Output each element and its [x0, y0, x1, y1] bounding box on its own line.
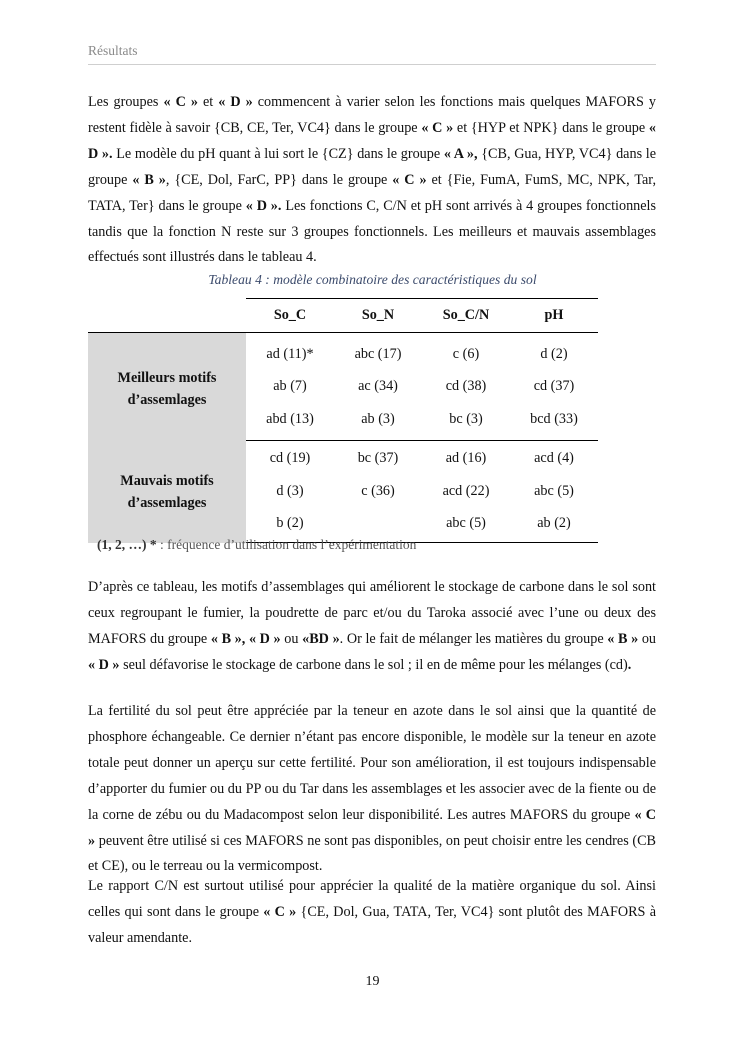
table-cell: ab (7) [273, 378, 307, 395]
table-cell: abd (13) [246, 403, 334, 440]
table-row [88, 333, 598, 371]
table-cell: bc (3) [422, 403, 510, 440]
header-cell: So_C [246, 299, 334, 333]
header-rule [88, 64, 656, 65]
table-cell: ad (11)* [266, 345, 314, 362]
table-cell: abc (5) [534, 482, 574, 499]
table-cell: abc (5) [422, 508, 510, 543]
table-cell: ab (2) [510, 508, 598, 543]
header-cell: pH [510, 299, 598, 333]
paragraph-cn-ratio: Le rapport C/N est surtout utilisé pour apprécier la qualité de la matière organique du sol. Ainsi celles qui sont dans le groupe « C » {CE, Dol, Gua, TATA, Ter, VC4} sont plutôt des MAFORS à valeur amendante. [88, 878, 657, 946]
table-cell: cd (37) [533, 378, 575, 395]
table-row [88, 440, 598, 475]
header-cell: So_N [334, 299, 422, 333]
paragraph-fertility: La fertilité du sol peut être appréciée par la teneur en azote dans le sol ainsi que la quantité de phosphore échangeable. Ce dernier n’étant pas encore disponible, le modèle sur la teneur en azote totale peut donner un aperçu sur cette fertilité. Pour son amélioration, il est toujours indispensable d’apporter du fumier ou du PP ou du Tar dans les assemblages et les associer avec de la fiente ou de la corne de zébu ou du Madacompost selon leur disponibilité. Les autres MAFORS du groupe « C » peuvent être utilisé si ces MAFORS ne sont pas disponibles, on peut choisir entre les cendres (CB et CE), ou le terreau ou la vermicompost. [88, 703, 656, 875]
table-cell: acd (22) [442, 482, 490, 499]
table-cell: d (2) [540, 345, 568, 362]
paragraph-groups: Les groupes « C » et « D » commencent à varier selon les fonctions mais quelques MAFORS y restent fidèle à savoir {CB, CE, Ter, VC4} dans le groupe « C » et {HYP et NPK} dans le groupe « D ». Le modèle du pH quant à lui sort le {CZ} dans le groupe « A », {CB, Gua, HYP, VC4} dans le groupe « B », {CE, Dol, FarC, PP} dans le groupe « C » et {Fie, FumA, FumS, MC, NPK, Tar, TATA, Ter} dans le groupe « D ». Les fonctions C, C/N et pH sont arrivés à 4 groupes fonctionnels tandis que la fonction N reste sur 3 groupes fonctionnels. Les meilleurs et mauvais assemblages effectués sont illustrés dans le tableau 4. [88, 94, 657, 266]
header-cell: So_C/N [422, 299, 510, 333]
table-cell: abc (17) [354, 345, 402, 362]
bad-group-label: Mauvais motifs d’assemlages [88, 440, 246, 543]
paragraph-carbon: D’après ce tableau, les motifs d’assemblages qui améliorent le stockage de carbone dans le sol sont ceux regroupant le fumier, la poudrette de parc et/ou du Taroka associé avec l’une ou deux des MAFORS du groupe « B », « D » ou «BD ». Or le fait de mélanger les matières du groupe « B » ou « D » seul défavorise le stockage de carbone dans le sol ; il en de même pour les mélanges (cd). [88, 579, 657, 673]
table-cell: ad (16) [445, 450, 487, 467]
table-cell: cd (19) [269, 450, 311, 467]
table-cell: bc (37) [357, 450, 399, 467]
page-number: 19 [365, 974, 380, 989]
table-cell: ac (34) [358, 378, 398, 395]
table-cell: d (3) [276, 482, 304, 499]
table-footnote: (1, 2, …) * : fréquence d’utilisation dans l’expérimentation [97, 537, 417, 552]
table-caption: Tableau 4 : modèle combinatoire des caractéristiques du sol [208, 272, 537, 287]
table-cell: cd (38) [445, 378, 487, 395]
best-group-label: Meilleurs motifs d’assemlages [88, 333, 246, 441]
running-header: Résultats [88, 43, 138, 58]
table-cell: ab (3) [334, 403, 422, 440]
table-cell: c (36) [361, 482, 395, 499]
table-cell: acd (4) [534, 450, 574, 467]
header-blank [88, 299, 246, 333]
table-cell: c (6) [452, 345, 480, 362]
table-cell: b (2) [246, 508, 334, 543]
table-header-row [88, 299, 598, 333]
combinatorial-table [88, 298, 598, 543]
table-cell: bcd (33) [510, 403, 598, 440]
